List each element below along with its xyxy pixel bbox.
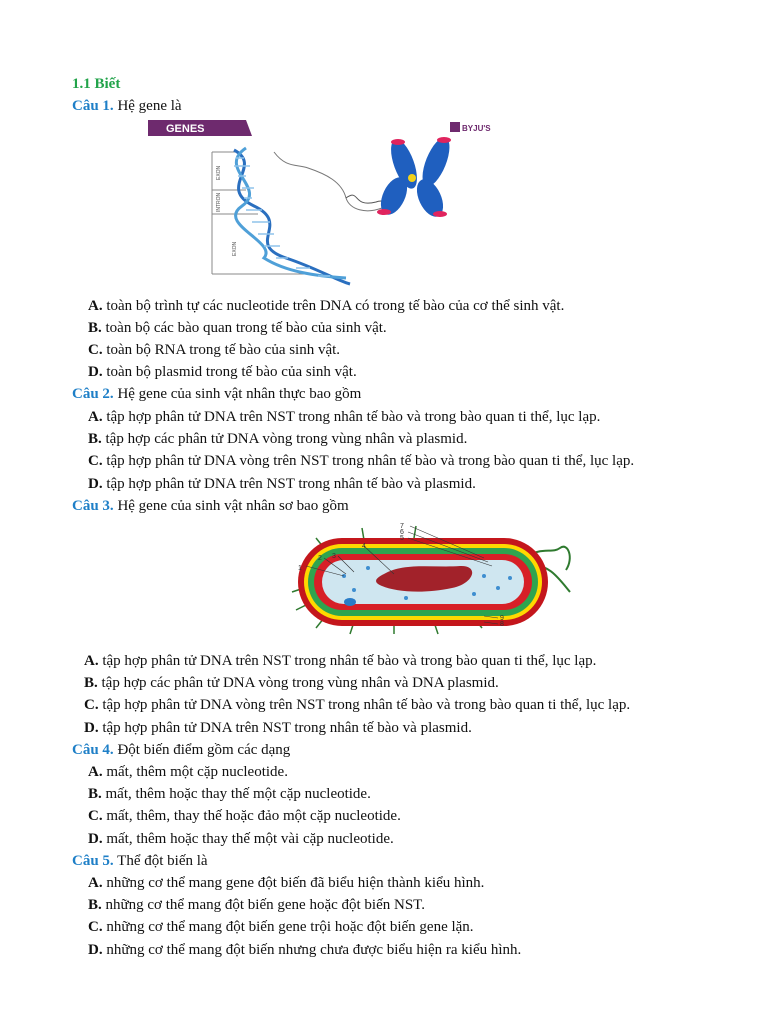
cell-label-2: 2 xyxy=(318,555,322,562)
option-5b xyxy=(88,895,425,915)
option-text: tập hợp các phân tử DNA vòng trong vùng nhân và DNA plasmid. xyxy=(101,675,499,691)
question-5 xyxy=(72,851,208,871)
question-label: Câu 4. xyxy=(72,742,114,758)
exon-label-1: EXON xyxy=(216,165,222,180)
option-text: tập hợp phân tử DNA vòng trên NST trong nhân tế bào và trong bào quan ti thể, lục lạp. xyxy=(102,697,631,713)
option-letter: B. xyxy=(88,786,102,802)
option-letter: A. xyxy=(84,653,99,669)
cell-label-3: 3 xyxy=(332,553,336,560)
option-text: tập hợp phân tử DNA trên NST trong nhân tế bào và plasmid. xyxy=(102,720,472,736)
question-2 xyxy=(72,384,361,404)
brand-logo-icon xyxy=(450,122,460,132)
option-5a xyxy=(88,873,484,893)
option-letter: C. xyxy=(88,453,103,469)
cell-label-1: 1 xyxy=(298,565,302,572)
option-4b xyxy=(88,784,371,804)
option-letter: B. xyxy=(88,431,102,447)
option-1d xyxy=(88,362,357,382)
option-3d xyxy=(84,718,472,738)
intron-label: INTRON xyxy=(216,192,222,212)
option-letter: C. xyxy=(88,342,103,358)
option-1c xyxy=(88,340,340,360)
cell-label-9: 9 xyxy=(500,615,504,622)
option-letter: D. xyxy=(88,364,103,380)
option-1b xyxy=(88,318,387,338)
question-stem: Thể đột biến là xyxy=(117,853,208,869)
option-4a xyxy=(88,762,288,782)
option-letter: B. xyxy=(88,897,102,913)
option-text: toàn bộ trình tự các nucleotide trên DNA có trong tế bào của cơ thể sinh vật. xyxy=(106,298,565,314)
cell-label-7: 7 xyxy=(400,523,404,530)
question-stem: Hệ gene là xyxy=(117,98,182,114)
option-text: toàn bộ RNA trong tế bào của sinh vật. xyxy=(106,342,341,358)
question-stem: Hệ gene của sinh vật nhân sơ bao gồm xyxy=(117,498,349,514)
question-label: Câu 2. xyxy=(72,386,114,402)
cell-label-6: 6 xyxy=(400,529,404,536)
option-text: tập hợp phân tử DNA trên NST trong nhân tế bào và plasmid. xyxy=(106,476,476,492)
option-letter: B. xyxy=(88,320,102,336)
option-letter: D. xyxy=(88,476,103,492)
question-3 xyxy=(72,496,349,516)
plasmid xyxy=(344,598,356,606)
option-text: những cơ thể mang đột biến nhưng chưa được biểu hiện ra kiểu hình. xyxy=(106,942,522,958)
option-2b xyxy=(88,429,467,449)
option-letter: A. xyxy=(88,298,103,314)
option-letter: D. xyxy=(88,831,103,847)
option-text: toàn bộ các bào quan trong tế bào của sinh vật. xyxy=(105,320,387,336)
option-text: mất, thêm một cặp nucleotide. xyxy=(106,764,288,780)
option-4c xyxy=(88,806,401,826)
option-letter: A. xyxy=(88,764,103,780)
option-2d xyxy=(88,474,476,494)
option-2a xyxy=(88,407,600,427)
option-3b xyxy=(84,673,499,693)
option-text: những cơ thể mang đột biến gene hoặc đột biến NST. xyxy=(105,897,425,913)
question-4 xyxy=(72,740,290,760)
option-5c xyxy=(88,917,474,937)
genes-banner-text: GENES xyxy=(166,123,205,135)
question-stem: Đột biến điểm gồm các dạng xyxy=(117,742,291,758)
option-letter: A. xyxy=(88,409,103,425)
option-letter: D. xyxy=(84,720,99,736)
option-5d xyxy=(88,940,521,960)
option-letter: C. xyxy=(88,919,103,935)
option-text: mất, thêm hoặc thay thế một cặp nucleotide. xyxy=(105,786,371,802)
option-2c xyxy=(88,451,634,471)
option-letter: D. xyxy=(88,942,103,958)
option-text: tập hợp phân tử DNA vòng trên NST trong nhân tế bào và trong bào quan ti thể, lục lạp. xyxy=(106,453,635,469)
option-letter: C. xyxy=(88,808,103,824)
option-text: mất, thêm hoặc thay thế một vài cặp nucleotide. xyxy=(106,831,394,847)
brand-text: BYJU'S xyxy=(462,124,491,133)
prokaryote-cell-figure xyxy=(284,518,580,638)
question-label: Câu 1. xyxy=(72,98,114,114)
option-text: những cơ thể mang gene đột biến đã biểu hiện thành kiểu hình. xyxy=(106,875,485,891)
option-1a xyxy=(88,296,564,316)
cell-label-4: 4 xyxy=(362,543,366,550)
option-letter: C. xyxy=(84,697,99,713)
question-stem: Hệ gene của sinh vật nhân thực bao gồm xyxy=(117,386,362,402)
option-text: tập hợp các phân tử DNA vòng trong vùng nhân và plasmid. xyxy=(105,431,468,447)
option-letter: A. xyxy=(88,875,103,891)
cell-label-5: 5 xyxy=(400,535,404,542)
option-4d xyxy=(88,829,394,849)
genes-figure xyxy=(146,118,530,290)
question-label: Câu 3. xyxy=(72,498,114,514)
cell-label-8: 8 xyxy=(500,621,504,628)
question-1 xyxy=(72,96,182,116)
exon-label-2: EXON xyxy=(232,241,238,256)
option-3a xyxy=(84,651,596,671)
option-text: mất, thêm, thay thế hoặc đảo một cặp nucleotide. xyxy=(106,808,401,824)
option-text: tập hợp phân tử DNA trên NST trong nhân tế bào và trong bào quan ti thể, lục lạp. xyxy=(106,409,601,425)
option-text: toàn bộ plasmid trong tế bào của sinh vật. xyxy=(106,364,357,380)
option-text: những cơ thể mang đột biến gene trội hoặc đột biến gene lặn. xyxy=(106,919,474,935)
section-heading: 1.1 Biết xyxy=(72,76,121,92)
option-text: tập hợp phân tử DNA trên NST trong nhân tế bào và trong bào quan ti thể, lục lạp. xyxy=(102,653,597,669)
question-label: Câu 5. xyxy=(72,853,114,869)
option-3c xyxy=(84,695,630,715)
option-letter: B. xyxy=(84,675,98,691)
